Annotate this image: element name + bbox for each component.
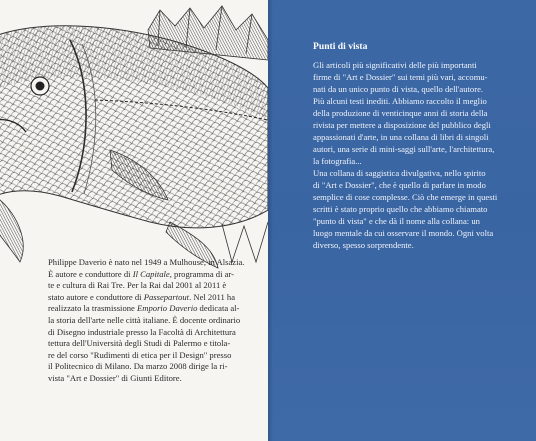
fish-engraving xyxy=(0,0,268,270)
bio-line: vista "Art e Dossier" di Giunti Editore. xyxy=(48,372,182,383)
description-line: nati da un unico punto di vista, quello dell'autore. xyxy=(313,84,484,94)
description-line: firme di "Art e Dossier" sui temi più vari, accomu- xyxy=(313,72,488,82)
description-line: appassionati d'arte, in una collana di libri di singoli xyxy=(313,132,489,142)
bio-line: la storia dell'arte nelle città italiane. È docente ordinario xyxy=(48,314,241,325)
description-line: la fotografia... xyxy=(313,156,362,166)
bio-line: di Disegno industriale presso la Facoltà di Architettura xyxy=(48,326,236,337)
bio-line: il Politecnico di Milano. Da marzo 2008 dirige la ri- xyxy=(48,361,228,372)
description-line: rivista per mettere a disposizione del pubblico degli xyxy=(313,120,491,130)
series-description xyxy=(313,59,518,251)
description-line: diverso, spesso sorprendente. xyxy=(313,240,414,250)
bio-line: È autore e conduttore di Il Capitale, programma di ar- xyxy=(48,268,234,279)
description-line: di "Art e Dossier", che è quello di parlare in modo xyxy=(313,180,486,190)
program-title-passepartout: Passepartout xyxy=(143,291,190,302)
series-title: Punti di vista xyxy=(313,41,368,52)
bio-line: Philippe Daverio è nato nel 1949 a Mulhouse, in Alsazia. xyxy=(48,257,245,267)
page-gutter-shadow xyxy=(268,0,273,441)
program-title-il-capitale: Il Capitale xyxy=(132,268,170,279)
bio-line: tettura dell'Università degli Studi di Palermo e titola- xyxy=(48,338,231,349)
description-line: scritti è stato proprio quello che abbiamo chiamato xyxy=(313,204,488,214)
bio-line: stato autore e conduttore di Passepartout. Nel 2011 ha xyxy=(48,291,236,302)
description-line: Più alcuni testi inediti. Abbiamo raccolto il meglio xyxy=(313,96,487,106)
right-page xyxy=(268,0,536,441)
description-line: semplice di cose complesse. Ciò che emerge in questi xyxy=(313,192,498,202)
bio-line: te e cultura di Rai Tre. Per la Rai dal 2001 al 2011 è xyxy=(48,280,227,291)
bio-line: re del corso "Rudimenti di etica per il Design" presso xyxy=(48,349,232,360)
description-line: Gli articoli più significativi delle più importanti xyxy=(313,60,477,70)
description-line: "punto di vista" e che dà il nome alla collana: un xyxy=(313,216,480,226)
description-line: della produzione di venticinque anni di storia della xyxy=(313,108,488,118)
description-line: Una collana di saggistica divulgativa, nello spirito xyxy=(313,168,486,178)
description-line: autori, una serie di mini-saggi sull'arte, l'architettura, xyxy=(313,144,495,154)
program-title-emporio-daverio: Emporio Daverio xyxy=(137,303,198,314)
description-line: luogo mentale da cui osservare il mondo. Ogni volta xyxy=(313,228,494,238)
bio-line: realizzato la trasmissione Emporio Daverio dedicata al- xyxy=(48,303,240,314)
author-bio xyxy=(48,257,253,385)
